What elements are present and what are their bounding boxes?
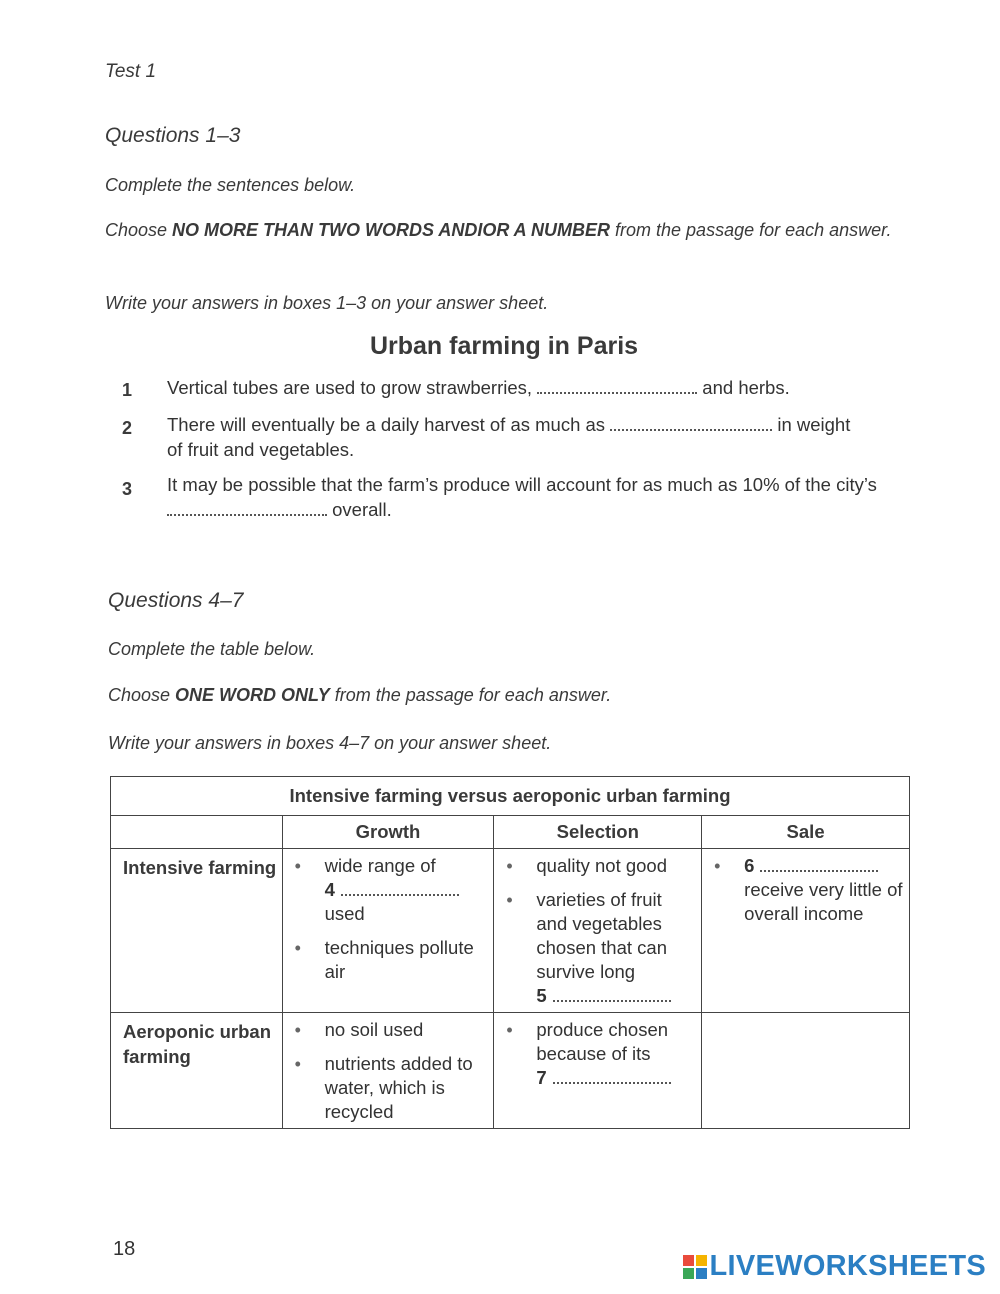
bullet-item: • techniques pollute air xyxy=(283,936,494,984)
instruction-one-word: Choose ONE WORD ONLY from the passage for each answer. xyxy=(108,685,612,705)
instruction-answer-boxes: Write your answers in boxes 1–3 on your answer sheet. xyxy=(105,293,549,313)
instruction-word-limit: Choose NO MORE THAN TWO WORDS ANDIOR A NUMBER from the passage for each answer. xyxy=(105,220,892,240)
page-number: 18 xyxy=(113,1238,136,1260)
answer-gap-2[interactable] xyxy=(610,415,772,431)
questions-1-3-heading: Questions 1–3 xyxy=(105,124,241,147)
gap-number-6: 6 xyxy=(744,855,755,876)
instruction-complete-table: Complete the table below. xyxy=(108,639,316,659)
answer-gap-5[interactable] xyxy=(553,987,671,1002)
header-empty-cell xyxy=(111,816,283,849)
question-3-text: It may be possible that the farm’s produce will account for as much as 10% of the city’s overall. xyxy=(167,474,877,520)
questions-4-7-heading: Questions 4–7 xyxy=(108,589,244,612)
passage-title: Urban farming in Paris xyxy=(369,332,639,360)
aeroponic-growth-cell xyxy=(282,1013,494,1129)
intensive-selection-cell xyxy=(494,849,702,1013)
bullet-item: • quality not good xyxy=(494,854,701,878)
bullet-item: • nutrients added to water, which is recycled xyxy=(283,1052,494,1124)
bullet-item: • no soil used xyxy=(283,1018,494,1042)
row-header-intensive: Intensive farming xyxy=(111,849,283,1013)
bullet-item: • wide range of 4 used xyxy=(283,854,494,926)
aeroponic-selection-cell xyxy=(494,1013,702,1129)
column-header-growth: Growth xyxy=(282,816,494,849)
answer-gap-4[interactable] xyxy=(341,881,459,896)
row-header-aeroponic: Aeroponic urban farming xyxy=(111,1013,283,1129)
instruction-complete-sentences: Complete the sentences below. xyxy=(105,175,356,195)
gap-number-5: 5 xyxy=(536,985,547,1006)
bullet-item: • produce chosen because of its 7 xyxy=(494,1018,701,1090)
question-2-text: There will eventually be a daily harvest of as much as in weight of fruit and vegetables. xyxy=(167,414,851,460)
test-label: Test 1 xyxy=(105,61,157,82)
question-number: 1 xyxy=(122,380,133,400)
answer-gap-6[interactable] xyxy=(760,857,878,872)
answer-gap-7[interactable] xyxy=(553,1069,671,1084)
answer-gap-3[interactable] xyxy=(167,500,327,516)
intensive-sale-cell xyxy=(702,849,910,1013)
brand-name: LIVEWORKSHEETS xyxy=(709,1250,986,1282)
question-number: 2 xyxy=(122,418,133,438)
column-header-sale: Sale xyxy=(702,816,910,849)
intensive-growth-cell xyxy=(282,849,494,1013)
logo-tiles-icon xyxy=(683,1255,707,1279)
aeroponic-sale-cell xyxy=(702,1013,910,1129)
table-caption: Intensive farming versus aeroponic urban farming xyxy=(111,777,910,816)
gap-number-4: 4 xyxy=(324,879,335,900)
bullet-item: • varieties of fruit and vegetables chosen that can survive long 5 xyxy=(494,888,701,1008)
question-1-text: Vertical tubes are used to grow strawberries, and herbs. xyxy=(167,377,790,398)
question-number: 3 xyxy=(122,479,133,499)
column-header-selection: Selection xyxy=(494,816,702,849)
bullet-item: • 6 receive very little of overall income xyxy=(702,854,909,926)
word-limit-emphasis: NO MORE THAN TWO WORDS ANDIOR A NUMBER xyxy=(172,220,611,240)
one-word-emphasis: ONE WORD ONLY xyxy=(175,685,330,705)
gap-number-7: 7 xyxy=(536,1067,547,1088)
comparison-table xyxy=(110,776,910,1129)
instruction-answer-boxes-4-7: Write your answers in boxes 4–7 on your answer sheet. xyxy=(108,733,552,753)
answer-gap-1[interactable] xyxy=(537,378,697,394)
liveworksheets-logo[interactable] xyxy=(683,1250,987,1283)
